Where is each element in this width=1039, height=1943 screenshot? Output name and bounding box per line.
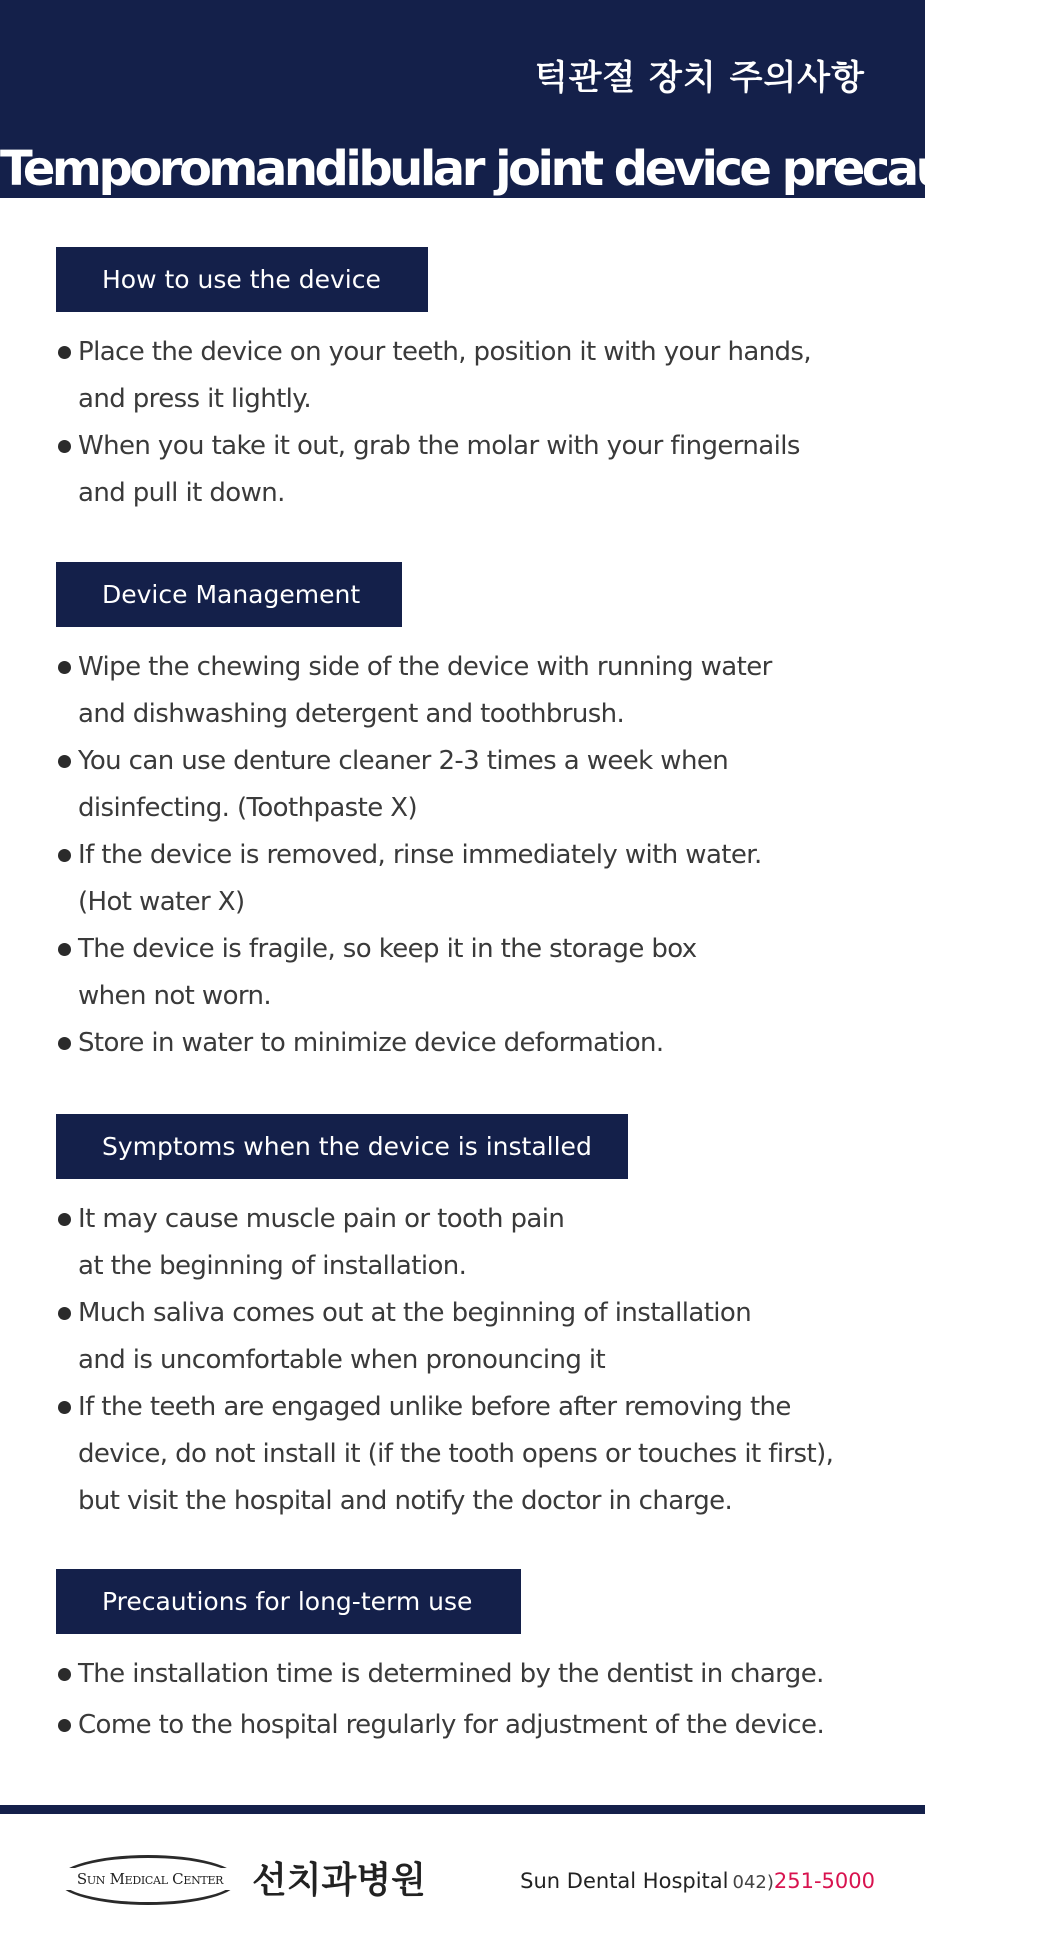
list-item: It may cause muscle pain or tooth pain at the beginning of installation. (56, 1196, 876, 1290)
logo-text: Sun Medical Center (58, 1868, 242, 1890)
list-item: The device is fragile, so keep it in the storage box when not worn. (56, 926, 876, 1020)
page-title: Temporomandibular joint device precaution (0, 141, 1039, 197)
header-banner (0, 0, 1039, 198)
list-item: When you take it out, grab the molar with your fingernails and pull it down. (56, 423, 876, 517)
section-heading: Precautions for long-term use (56, 1569, 521, 1634)
list-item: Wipe the chewing side of the device with running water and dishwashing detergent and toothbrush. (56, 644, 876, 738)
list-item: The installation time is determined by the dentist in charge. (56, 1651, 876, 1698)
contact-info (520, 1866, 875, 1898)
section-heading: How to use the device (56, 247, 428, 312)
list-item: Place the device on your teeth, position it with your hands, and press it lightly. (56, 329, 876, 423)
list-item: Come to the hospital regularly for adjustment of the device. (56, 1702, 876, 1749)
phone-number: 251-5000 (773, 1869, 875, 1893)
bullet-list (56, 644, 876, 1067)
hospital-name: Sun Dental Hospital (520, 1869, 729, 1893)
area-code: 042) (732, 1872, 774, 1893)
footer-divider (0, 1805, 925, 1814)
list-item: You can use denture cleaner 2-3 times a week when disinfecting. (Toothpaste X) (56, 738, 876, 832)
list-item: Store in water to minimize device deformation. (56, 1020, 876, 1067)
bullet-list (56, 329, 876, 517)
korean-title: 턱관절 장치 주의사항 (534, 58, 865, 98)
section-heading: Symptoms when the device is installed (56, 1114, 628, 1179)
list-item: If the device is removed, rinse immediately with water. (Hot water X) (56, 832, 876, 926)
bullet-list (56, 1196, 876, 1525)
logo-korean: 선치과병원 (252, 1860, 426, 1901)
list-item: Much saliva comes out at the beginning of installation and is uncomfortable when pronouncing it (56, 1290, 876, 1384)
list-item: If the teeth are engaged unlike before after removing the device, do not install it (if the tooth opens or touches it first), but visit the hospital and notify the doctor in charge. (56, 1384, 876, 1525)
bullet-list (56, 1651, 876, 1753)
section-heading: Device Management (56, 562, 402, 627)
